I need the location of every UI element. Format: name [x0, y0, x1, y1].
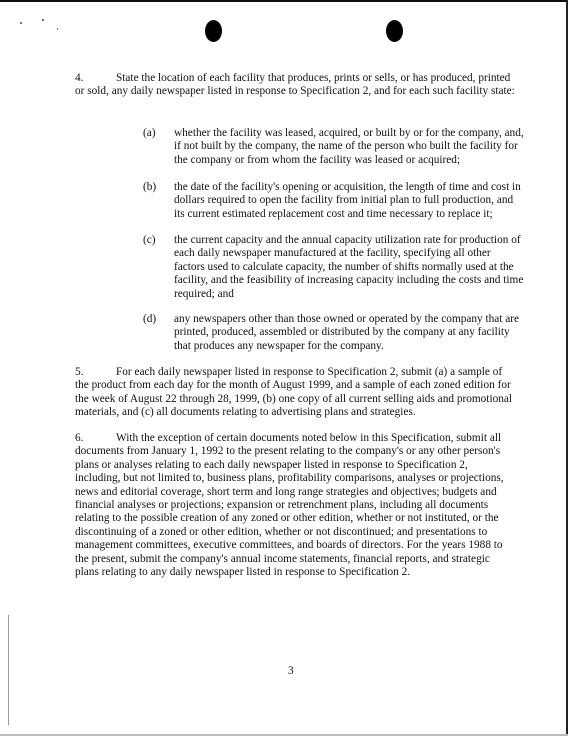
subitem-label: (a) [143, 127, 156, 139]
subitem-text: any newspapers other than those owned or operated by the company that are printed, produced, assembled or distributed by the company at any facility that produces any newspaper for the company. [174, 313, 520, 352]
paragraph-4 [75, 72, 515, 99]
paragraph-number: 4. [75, 72, 84, 84]
paragraph-5 [75, 366, 515, 420]
subitem-label: (d) [143, 313, 157, 325]
paragraph-number: 6. [75, 432, 84, 444]
paragraph-text: With the exception of certain documents noted below in this Specification, submit all documents from January 1, 1992 to the present relating to the company's or any other person's plans or analyses relating to each daily newspaper listed in response to Specification 2, including, but not limited to, business plans, profitability comparisons, analyses or projections, news and editorial coverage, short term and long range strategies and objectives; budgets and financial analyses or projections; expansion or retrenchment plans, including all documents relating to the possible creation of any zoned or other edition, whether or not instituted, or the discontinuing of a zoned or other edition, whether or not discontinued; and presentations to management committees, executive committees, and boards of directors. For the years 1988 to the present, submit the company's annual income statements, financial reports, and strategic plans relating to any daily newspaper listed in response to Specification 2. [75, 432, 504, 579]
paragraph-number: 5. [75, 366, 84, 378]
scan-speck [57, 28, 58, 30]
scan-top-edge [0, 0, 568, 2]
scan-speck [20, 22, 22, 24]
subitem-text: whether the facility was leased, acquired, or built by or for the company, and, if not built by the company, the name of the person who built the facility for the company or from whom the facility was leased or acquired; [174, 127, 524, 166]
punch-hole-right [386, 20, 403, 42]
paragraph-text: State the location of each facility that produces, prints or sells, or has produced, printed or sold, any daily newspaper listed in response to Specification 2, and for each such facility state: [75, 72, 515, 98]
scan-speck [42, 19, 44, 21]
subitem-label: (b) [143, 181, 157, 193]
paragraph-text: For each daily newspaper listed in response to Specification 2, submit (a) a sample of the product from each day for the month of August 1999, and a sample of each zoned edition for the week of August 22 through 28, 1999, (b) one copy of all current selling aids and promotional materials, and (c) all documents relating to advertising plans and strategies. [75, 366, 513, 419]
page-number: 3 [288, 665, 294, 677]
punch-hole-left [205, 20, 222, 42]
subitem-text: the date of the facility's opening or acquisition, the length of time and cost in dollars required to open the facility from initial plan to full production, and its current estimated replacement cost and time necessary to replace it; [174, 181, 521, 220]
subitem-label: (c) [143, 234, 156, 246]
scan-left-margin-line [8, 615, 9, 725]
paragraph-6 [75, 432, 515, 579]
subitem-text: the current capacity and the annual capacity utilization rate for production of each daily newspaper manufactured at the facility, specifying all other factors used to calculate capacity, the number of shifts normally used at the facility, and the feasibility of increasing capacity including the costs and time required; and [174, 234, 524, 300]
